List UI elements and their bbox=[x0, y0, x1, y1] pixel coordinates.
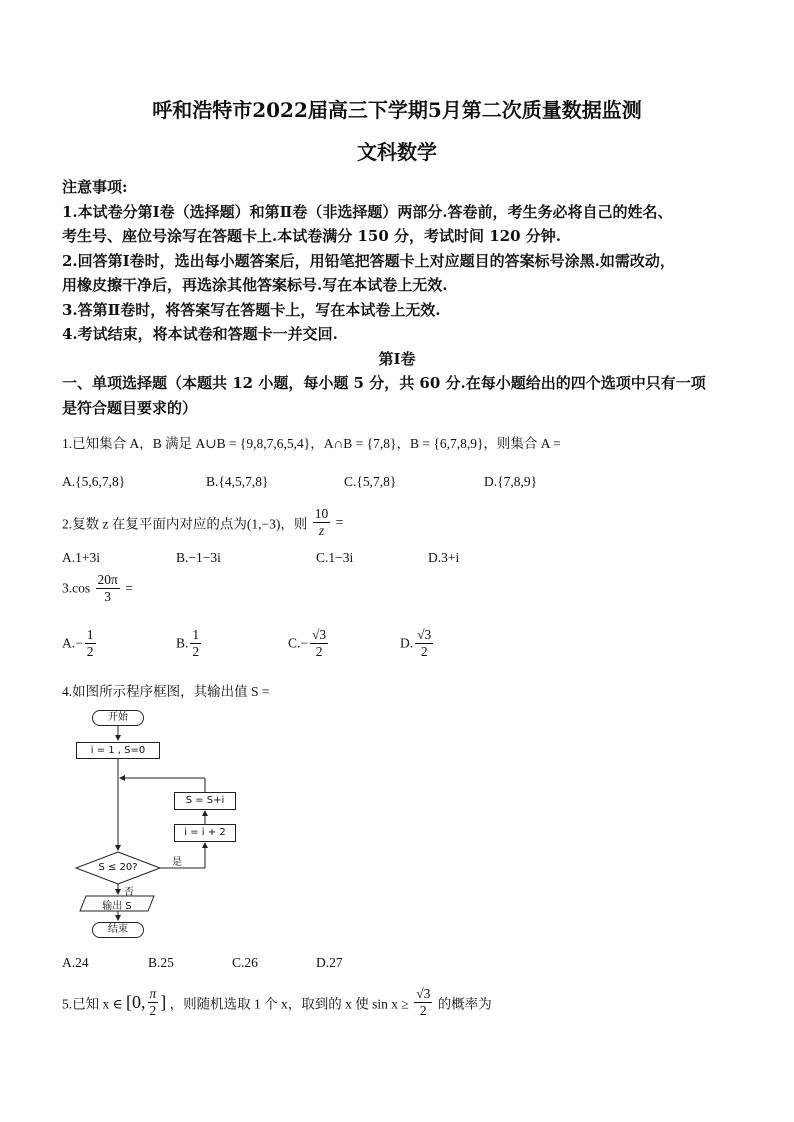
q3-a-den: 2 bbox=[86, 644, 94, 659]
q3-c-prefix: C.− bbox=[288, 635, 308, 651]
q5-middle: ，则随机选取 1 个 x，取到的 x 使 sin x ≥ bbox=[169, 996, 409, 1012]
q5-frac-den: 2 bbox=[419, 1003, 427, 1018]
q1-option-d: D.{7,8,9} bbox=[484, 474, 538, 489]
q5-stem-line bbox=[62, 986, 492, 1019]
page-title: 呼和浩特市2022届高三下学期5月第二次质量数据监测 bbox=[152, 98, 642, 122]
q3-b-num: 1 bbox=[192, 627, 200, 642]
notice-line-2: 考生号、座位号涂写在答题卡上.本试卷满分 150 分，考试时间 120 分钟. bbox=[62, 227, 561, 245]
q3-option-a bbox=[62, 627, 98, 660]
q3-option-b bbox=[176, 627, 203, 660]
q4-stem: 4.如图所示程序框图，其输出值 S = bbox=[62, 684, 270, 699]
q2-option-a: A.1+3i bbox=[62, 550, 100, 565]
page-subtitle: 文科数学 bbox=[357, 140, 437, 164]
q2-option-d: D.3+i bbox=[428, 550, 460, 565]
q4-option-a: A.24 bbox=[62, 955, 89, 970]
q1-stem: 1.已知集合 A，B 满足 A∪B = {9,8,7,6,5,4}，A∩B = {7,8}，B = {6,7,8,9}，则集合 A = bbox=[62, 436, 561, 451]
flow-update-s: S = S+i bbox=[174, 792, 236, 810]
q3-b-prefix: B. bbox=[176, 635, 189, 651]
q3-stem-line bbox=[62, 572, 133, 605]
q1-option-b: B.{4,5,7,8} bbox=[206, 474, 269, 489]
q5-tail: 的概率为 bbox=[437, 996, 492, 1012]
q3-stem: 3.cos bbox=[62, 580, 91, 596]
flow-condition: S ≤ 20? bbox=[98, 862, 138, 873]
flow-output: 输出 S bbox=[102, 901, 132, 912]
notice-line-3: 2.回答第Ⅰ卷时，选出每小题答案后，用铅笔把答题卡上对应题目的答案标号涂黑.如需改动， bbox=[62, 252, 675, 270]
q3-fraction bbox=[96, 572, 120, 605]
q5-interval-num: π bbox=[149, 986, 157, 1001]
q4-option-c: C.26 bbox=[232, 955, 258, 970]
q3-option-d bbox=[400, 627, 435, 660]
q2-fraction bbox=[313, 506, 331, 539]
q1-option-a: A.{5,6,7,8} bbox=[62, 474, 126, 489]
notice-line-5: 3.答第Ⅱ卷时，将答案写在答题卡上，写在本试卷上无效. bbox=[62, 301, 441, 319]
q3-a-prefix: A.− bbox=[62, 635, 83, 651]
q3-c-num: √3 bbox=[312, 627, 327, 642]
notice-line-4: 用橡皮擦干净后，再选涂其他答案标号.写在本试卷上无效. bbox=[62, 276, 448, 294]
flow-end: 结束 bbox=[92, 922, 144, 938]
flowchart bbox=[62, 702, 282, 942]
q2-frac-num: 10 bbox=[314, 506, 329, 521]
flow-init: i = 1 , S=0 bbox=[76, 742, 160, 759]
part-title: 第Ⅰ卷 bbox=[378, 350, 416, 368]
notice-heading: 注意事项: bbox=[62, 178, 128, 196]
q3-c-den: 2 bbox=[315, 644, 323, 659]
q3-b-den: 2 bbox=[192, 644, 200, 659]
q5-frac-num: √3 bbox=[416, 986, 431, 1001]
q3-tail: = bbox=[125, 580, 133, 596]
flow-yes-label: 是 bbox=[172, 857, 182, 868]
q3-d-fraction bbox=[415, 627, 433, 660]
q3-frac-den: 3 bbox=[104, 589, 112, 604]
q3-frac-num: 20π bbox=[97, 572, 118, 587]
q3-option-c bbox=[288, 627, 330, 660]
q3-a-num: 1 bbox=[86, 627, 94, 642]
notice-line-1: 1.本试卷分第Ⅰ卷（选择题）和第Ⅱ卷（非选择题）两部分.答卷前，考生务必将自己的姓名、 bbox=[62, 203, 673, 221]
q4-option-d: D.27 bbox=[316, 955, 343, 970]
q2-stem: 2.复数 z 在复平面内对应的点为(1,−3)，则 bbox=[62, 516, 308, 532]
q5-interval-den: 2 bbox=[149, 1003, 157, 1018]
q2-stem-line bbox=[62, 506, 343, 539]
q5-interval-right: ] bbox=[160, 992, 167, 1012]
q2-tail: = bbox=[335, 514, 344, 530]
flow-start: 开始 bbox=[92, 710, 144, 726]
q5-prefix: 5.已知 x ∈ bbox=[62, 996, 123, 1012]
q3-b-fraction bbox=[190, 627, 201, 660]
q5-interval-left: [0, bbox=[126, 992, 146, 1012]
q2-frac-den: z bbox=[318, 523, 325, 538]
q3-c-fraction bbox=[310, 627, 328, 660]
notice-line-6: 4.考试结束，将本试卷和答题卡一并交回. bbox=[62, 325, 338, 343]
flow-update-i: i = i + 2 bbox=[174, 824, 236, 842]
q4-option-b: B.25 bbox=[148, 955, 174, 970]
q3-d-den: 2 bbox=[420, 644, 428, 659]
q3-a-fraction bbox=[85, 627, 96, 660]
section-line-1: 一、单项选择题（本题共 12 小题，每小题 5 分，共 60 分.在每小题给出的四个选项中只有一项 bbox=[62, 374, 706, 392]
q2-option-c: C.1−3i bbox=[316, 550, 354, 565]
q3-d-num: √3 bbox=[417, 627, 432, 642]
q3-d-prefix: D. bbox=[400, 635, 414, 651]
section-line-2: 是符合题目要求的） bbox=[62, 399, 198, 417]
q5-interval-fraction bbox=[148, 986, 159, 1019]
q5-fraction bbox=[414, 986, 432, 1019]
q2-option-b: B.−1−3i bbox=[176, 550, 221, 565]
q1-option-c: C.{5,7,8} bbox=[344, 474, 397, 489]
flow-no-label: 否 bbox=[124, 887, 134, 898]
